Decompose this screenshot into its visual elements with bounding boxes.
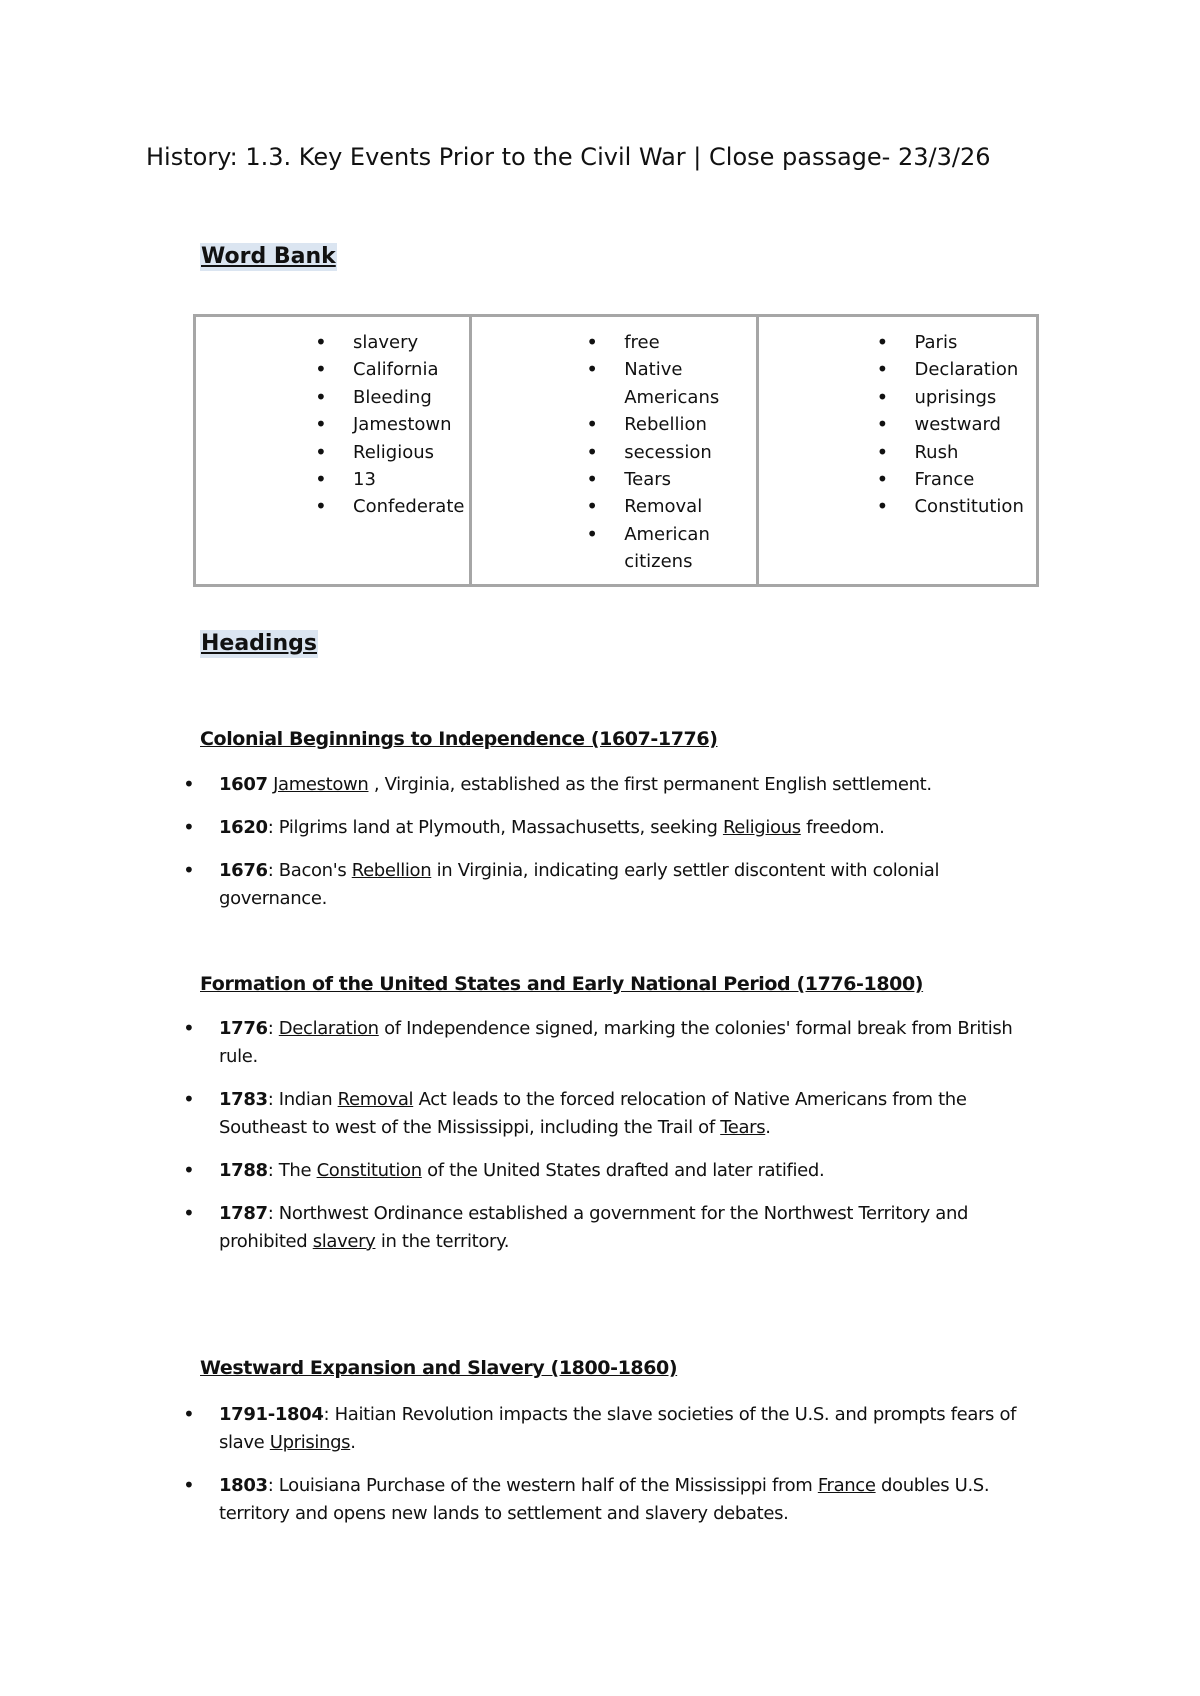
event-item	[183, 814, 1043, 842]
word-bank-item: • Jamestown	[353, 411, 465, 438]
event-text: freedom.	[800, 817, 885, 838]
word-bank-item: • Rush	[914, 439, 1032, 466]
word-bank-item: • 13	[353, 466, 465, 493]
event-item	[183, 1200, 1043, 1256]
filled-blank: slavery	[312, 1231, 376, 1252]
word-bank-list-1	[353, 317, 465, 529]
event-year: 1607	[219, 774, 268, 795]
word-bank-table	[193, 314, 1039, 587]
event-text: : Haitian Revolution impacts the slave societies of the U.S. and prompts fears of slave	[219, 1404, 1017, 1453]
event-year: 1620	[219, 817, 268, 838]
filled-blank: Jamestown	[273, 774, 369, 795]
filled-blank: Declaration	[278, 1018, 379, 1039]
event-text: :	[267, 1018, 279, 1039]
word-bank-item: • Declaration	[914, 356, 1032, 383]
filled-blank: Rebellion	[351, 860, 432, 881]
event-text: doubles U.S. territory and opens new lands to settlement and slavery debates.	[219, 1475, 990, 1524]
word-bank-item: • Confederate	[353, 493, 465, 520]
event-text: : Indian	[267, 1089, 338, 1110]
event-text: in the territory.	[375, 1231, 510, 1252]
event-item	[183, 1015, 1043, 1071]
word-bank-item: • California	[353, 356, 465, 383]
word-bank-item: • Religious	[353, 439, 465, 466]
event-text: of Independence signed, marking the colonies' formal break from British rule.	[219, 1018, 1013, 1067]
page-title: History: 1.3. Key Events Prior to the Civil War | Close passage- 23/3/26	[146, 143, 991, 171]
event-text: : Bacon's	[267, 860, 352, 881]
event-year: 1803	[219, 1475, 268, 1496]
event-year: 1776	[219, 1018, 268, 1039]
word-bank-item: • Removal	[624, 493, 736, 520]
word-bank-item: • Paris	[914, 329, 1032, 356]
word-bank-list-3	[914, 317, 1032, 529]
filled-blank: Religious	[722, 817, 801, 838]
event-year: 1783	[219, 1089, 268, 1110]
word-bank-list-2	[624, 317, 736, 584]
event-text: Act leads to the forced relocation of Native Americans from the Southeast to west of the Mississippi, including the Trail of	[219, 1089, 967, 1138]
event-item	[183, 1086, 1043, 1142]
event-text: : The	[267, 1160, 317, 1181]
word-bank-item: • Constitution	[914, 493, 1032, 520]
word-bank-item: • free	[624, 329, 736, 356]
event-text: : Northwest Ordinance established a government for the Northwest Territory and prohibited	[219, 1203, 969, 1252]
event-text: .	[765, 1117, 771, 1138]
word-bank-heading: Word Bank	[201, 244, 336, 269]
event-list-colonial	[183, 771, 1043, 928]
word-bank-item: • Native Americans	[624, 356, 736, 411]
filled-blank: France	[817, 1475, 876, 1496]
word-bank-item: • Rebellion	[624, 411, 736, 438]
event-year: 1788	[219, 1160, 268, 1181]
filled-blank: Constitution	[316, 1160, 422, 1181]
event-item	[183, 1157, 1043, 1185]
word-bank-item: • westward	[914, 411, 1032, 438]
word-bank-item: • Bleeding	[353, 384, 465, 411]
event-item	[183, 771, 1043, 799]
word-bank-item: • uprisings	[914, 384, 1032, 411]
section-title-colonial: Colonial Beginnings to Independence (1607-1776)	[200, 728, 718, 750]
filled-blank: Removal	[337, 1089, 414, 1110]
event-year: 1787	[219, 1203, 268, 1224]
event-year: 1791-1804	[219, 1404, 324, 1425]
filled-blank: Uprisings	[269, 1432, 351, 1453]
event-item	[183, 1472, 1043, 1528]
word-bank-item: • American citizens	[624, 521, 736, 576]
event-item	[183, 1401, 1043, 1457]
word-bank-item: • France	[914, 466, 1032, 493]
event-list-formation	[183, 1015, 1043, 1271]
filled-blank: Tears	[720, 1117, 766, 1138]
word-bank-column-2	[471, 316, 758, 586]
event-text: .	[350, 1432, 356, 1453]
event-year: 1676	[219, 860, 268, 881]
event-item	[183, 857, 1043, 913]
event-text: : Pilgrims land at Plymouth, Massachusetts, seeking	[267, 817, 723, 838]
headings-label: Headings	[201, 631, 317, 656]
event-text: : Louisiana Purchase of the western half of the Mississippi from	[267, 1475, 818, 1496]
event-text: of the United States drafted and later ratified.	[421, 1160, 825, 1181]
word-bank-item: • secession	[624, 439, 736, 466]
word-bank-item: • Tears	[624, 466, 736, 493]
event-list-westward	[183, 1401, 1043, 1543]
section-title-formation: Formation of the United States and Early National Period (1776-1800)	[200, 973, 924, 995]
section-title-westward: Westward Expansion and Slavery (1800-1860)	[200, 1357, 678, 1379]
word-bank-column-1	[195, 316, 471, 586]
word-bank-item: • slavery	[353, 329, 465, 356]
event-text: , Virginia, established as the first permanent English settlement.	[368, 774, 932, 795]
event-text: in Virginia, indicating early settler discontent with colonial governance.	[219, 860, 940, 909]
word-bank-column-3	[758, 316, 1038, 586]
